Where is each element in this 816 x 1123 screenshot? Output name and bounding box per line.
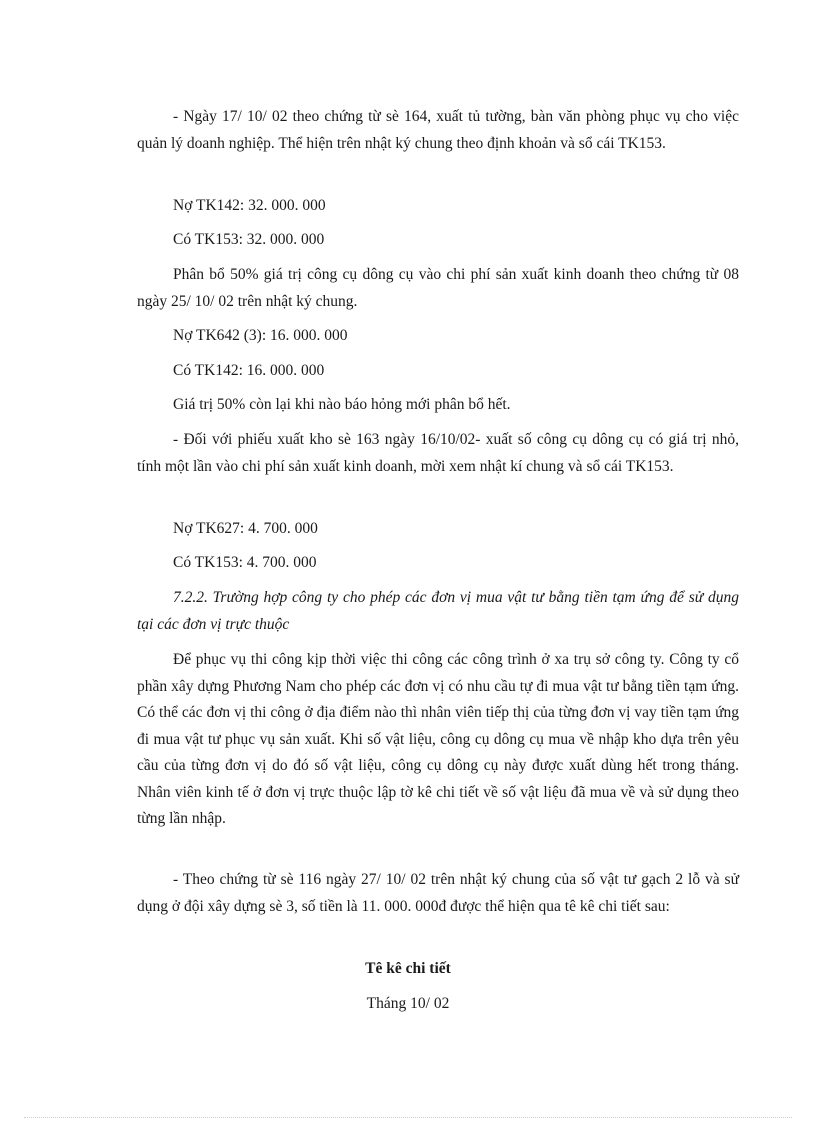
entry-credit-tk153: Có TK153: 32. 000. 000 bbox=[173, 231, 325, 248]
page-bottom-divider bbox=[24, 1117, 792, 1118]
paragraph-allocation: Phân bổ 50% giá trị công cụ dông cụ vào chi phí sản xuất kinh doanh theo chứng từ 08 ngày 25/ 10/ 02 trên nhật ký chung. bbox=[137, 266, 739, 310]
section-heading-7-2-2: 7.2.2. Trường hợp công ty cho phép các đơn vị mua vật tư bằng tiền tạm ứng để sử dụng tại các đơn vị trực thuộc bbox=[137, 589, 739, 633]
paragraph-voucher-164: - Ngày 17/ 10/ 02 theo chứng từ sè 164, xuất tủ tường, bàn văn phòng phục vụ cho việc quản lý doanh nghiệp. Thể hiện trên nhật ký chung theo định khoản và sổ cái TK153. bbox=[137, 108, 739, 152]
entry-debit-tk627: Nợ TK627: 4. 700. 000 bbox=[173, 520, 318, 537]
table-subtitle: Tháng 10/ 02 bbox=[366, 995, 450, 1012]
paragraph-remaining-value: Giá trị 50% còn lại khi nào báo hỏng mới phân bổ hết. bbox=[173, 396, 511, 413]
entry-debit-tk142: Nợ TK142: 32. 000. 000 bbox=[173, 197, 326, 214]
paragraph-voucher-116: - Theo chứng từ sè 116 ngày 27/ 10/ 02 trên nhật ký chung của số vật tư gạch 2 lỗ và sử dụng ở đội xây dựng sè 3, số tiền là 11. 000. 000đ được thể hiện qua tê kê chi tiết sau: bbox=[137, 871, 739, 915]
table-title: Tê kê chi tiết bbox=[365, 960, 451, 977]
paragraph-advance-purchase: Để phục vụ thi công kịp thời việc thi công các công trình ở xa trụ sở công ty. Công ty cổ phần xây dựng Phương Nam cho phép các đơn vị có nhu cầu tự đi mua vật tư bằng tiền tạm ứng. Có thể các đơn vị thi công ở địa điểm nào thì nhân viên tiếp thị của từng đơn vị vay tiền tạm ứng đi mua vật tư phục vụ sản xuất. Khi số vật liệu, công cụ dông cụ mua về nhập kho dựa trên yêu cầu của từng đơn vị do đó số vật liệu, công cụ dông cụ này được xuất dùng hết trong tháng. Nhân viên kinh tế ở đơn vị trực thuộc lập tờ kê chi tiết về số vật liệu đã mua về và sử dụng theo từng lần nhập. bbox=[137, 651, 739, 827]
paragraph-voucher-163: - Đối với phiếu xuất kho sè 163 ngày 16/10/02- xuất số công cụ dông cụ có giá trị nhỏ, tính một lần vào chi phí sản xuất kinh doanh, mời xem nhật kí chung và sổ cái TK153. bbox=[137, 431, 739, 475]
entry-debit-tk642: Nợ TK642 (3): 16. 000. 000 bbox=[173, 327, 348, 344]
entry-credit-tk153-b: Có TK153: 4. 700. 000 bbox=[173, 554, 317, 571]
entry-credit-tk142: Có TK142: 16. 000. 000 bbox=[173, 362, 325, 379]
